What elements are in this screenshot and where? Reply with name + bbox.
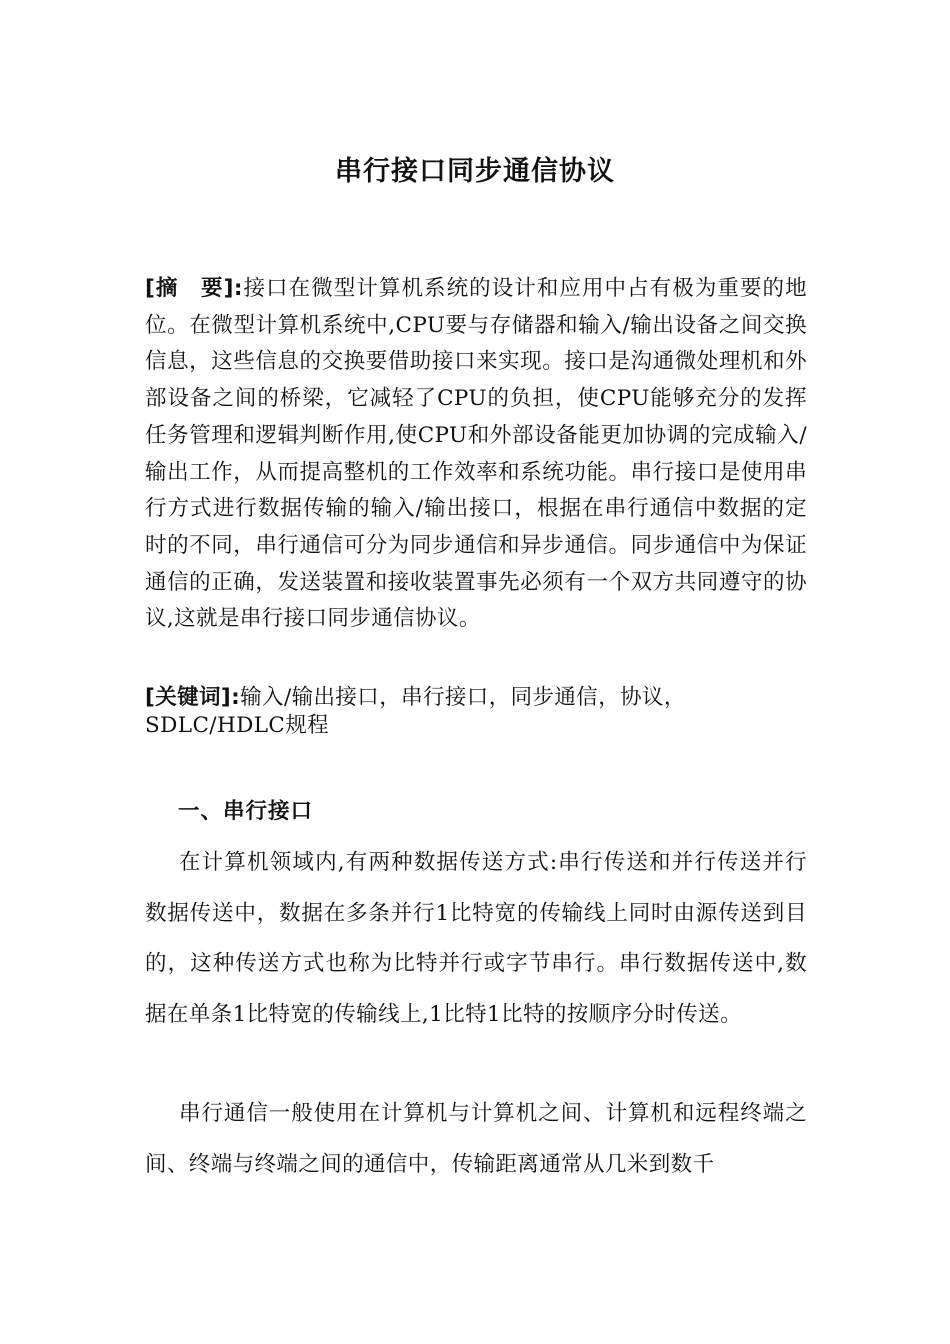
abstract-label: [摘 要]: (145, 276, 243, 301)
abstract-text: 接口在微型计算机系统的设计和应用中占有极为重要的地位。在微型计算机系统中,CPU要与存储器和输入/输出设备之间交换信息，这些信息的交换要借助接口来实现。接口是沟通微处理机和外部设备之间的桥梁，它减轻了CPU的负担，使CPU能够充分的发挥任务管理和逻辑判断作用,使CPU和外部设备能更加协调的完成输入/输出工作，从而提高整机的工作效率和系统功能。串行接口是使用串行方式进行数据传输的输入/输出接口，根据在串行通信中数据的定时的不同，串行通信可分为同步通信和异步通信。同步通信中为保证通信的正确，发送装置和接收装置事先必须有一个双方共同遵守的协议,这就是串行接口同步通信协议。 (145, 276, 807, 632)
section-heading: 一、串行接口 (178, 799, 314, 824)
body-paragraph-2: 串行通信一般使用在计算机与计算机之间、计算机和远程终端之间、终端与终端之间的通信中，传输距离通常从几米到数千 (145, 1101, 807, 1177)
keywords-label: [关键词]: (145, 685, 241, 710)
body-paragraph-1: 在计算机领域内,有两种数据传送方式:串行传送和并行传送并行数据传送中，数据在多条并行1比特宽的传输线上同时由源传送到目的，这种传送方式也称为比特并行或字节串行。串行数据传送中,数据在单条1比特宽的传输线上,1比特1比特的按顺序分时传送。 (145, 850, 807, 1027)
abstract (145, 271, 807, 638)
document-title: 串行接口同步通信协议 (335, 156, 615, 187)
keywords-text: 输入/输出接口，串行接口，同步通信，协议，SDLC/HDLC规程 (145, 685, 686, 738)
keywords (145, 684, 807, 740)
